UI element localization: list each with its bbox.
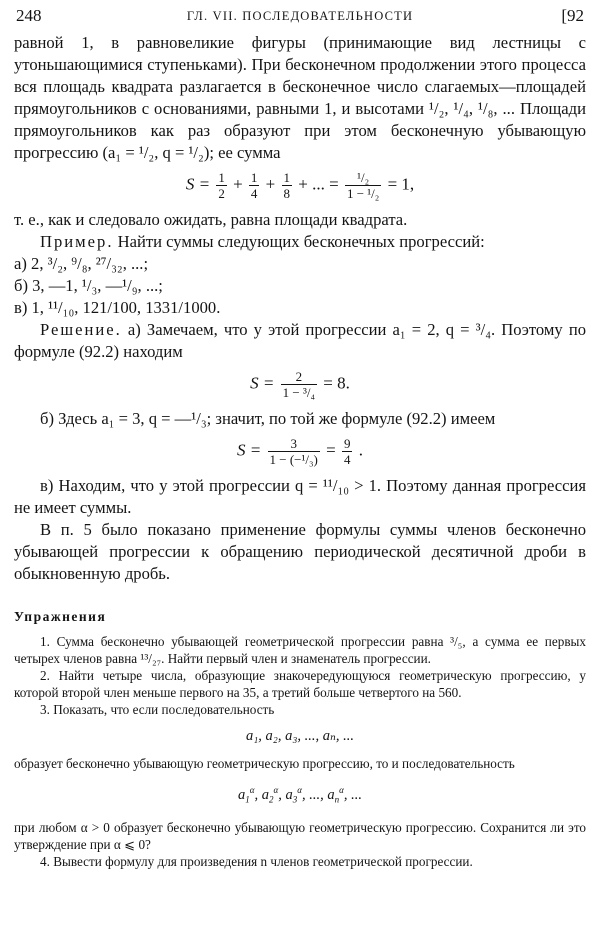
paragraph-1: равной 1, в равновеликие фигуры (принимающие вид лестницы с утоньшающимися ступеньками). При бесконечном продолжении этого процесса вся площадь квадрата разлагается в бесконечное число слагаемых—площадей прямоугольников с основаниями, равными 1, и высотами ¹/₂, ¹/₄, ¹/₈, ... Площади прямоугольников как раз образуют при этом бесконечную убывающую прогрессию (a₁ = ¹/₂, q = ¹/₂); ее сумма: [14, 33, 586, 162]
fraction-eighth: $\frac{1}{8}$: [283, 170, 290, 201]
exercise-3-sequence-powers: $a_1^\alpha$, $a_2^\alpha$, $a_3^\alpha$, ..., $a_n^\alpha$, ...: [238, 785, 362, 805]
solution-a-text: а) Замечаем, что у этой прогрессии a₁ = 2, q = ³/₄. Поэтому по формуле (92.2) находим: [14, 320, 586, 361]
example-text: Найти суммы следующих бесконечных прогрессий:: [117, 232, 485, 251]
solution-label: Решение.: [40, 320, 122, 339]
exercises-heading: Упражнения: [14, 609, 107, 624]
exercise-3-end: при любом α > 0 образует бесконечно убывающую геометрическую прогрессию. Сохранится ли это утверждение при α ⩽ 0?: [14, 819, 586, 852]
example-label: Пример.: [40, 232, 114, 251]
exercises-list: [14, 633, 586, 870]
main-text: [14, 32, 586, 585]
exercise-2: 2. Найти четыре числа, образующие знакочередующуюся геометрическую прогрессию, у которой второй член меньше первого на 35, а третий больше четвертого на 560.: [14, 668, 586, 700]
formula-lhs: S =: [185, 174, 211, 194]
fraction-geometric-sum: ¹/₂ 1 − ¹/₂: [346, 170, 380, 201]
example-item-c: в) 1, ¹¹/₁₀, 121/100, 1331/1000.: [14, 298, 221, 317]
paragraph-2: т. е., как и следовало ожидать, равна площади квадрата.: [14, 210, 408, 229]
exercise-3-intro: 3. Показать, что если последовательность: [40, 702, 275, 717]
page-header: [14, 0, 586, 32]
example-list: [14, 253, 586, 319]
exercise-3-mid: образует бесконечно убывающую геометрическую прогрессию, то и последовательность: [14, 756, 515, 771]
fraction-nine-quarters: $\frac{9}{4}$: [343, 436, 351, 467]
exercise-3-sequence: a₁, a₂, a₃, ..., aₙ, ...: [246, 728, 354, 744]
solution-a: [14, 319, 586, 363]
formula-solution-b: S = $\frac{3}{\text{1 − (−¹/₃)}}$ = $\frac{9}{4}$ .: [237, 436, 363, 467]
formula-rest: = 1,: [387, 174, 415, 194]
example-item-b: б) 3, —1, ¹/₃, —¹/₉, ...;: [14, 276, 163, 295]
solution-b-text: б) Здесь a₁ = 3, q = —¹/₃; значит, по той же формуле (92.2) имеем: [40, 409, 496, 428]
page-number: 248: [16, 6, 42, 25]
exercise-4: 4. Вывести формулу для произведения n членов геометрической прогрессии.: [40, 853, 473, 869]
chapter-title: ГЛ. VII. ПОСЛЕДОВАТЕЛЬНОСТИ: [186, 9, 414, 23]
formula-sum-squares: S = $\frac{1}{2}$ + $\frac{1}{4}$ + $\frac{1}{8}$ + ... = ¹/₂ 1 − ¹/₂ = 1,: [185, 170, 415, 201]
formula-solution-a: S = $\frac{2}{\text{1 − ³/₄}}$ = 8.: [250, 369, 350, 400]
fraction-solution-a: $\frac{2}{\text{1 − ³/₄}}$: [282, 369, 315, 400]
section-number: [92: [561, 6, 584, 25]
fraction-half: $\frac{1}{2}$: [218, 170, 225, 201]
solution-c-text: в) Находим, что у этой прогрессии q = ¹¹/₁₀ > 1. Поэтому данная прогрессия не имеет суммы.: [14, 476, 586, 517]
exercise-1: 1. Сумма бесконечно убывающей геометрической прогрессии равна ³/₅, а сумма ее первых четырех членов равна ¹³/₂₇. Найти первый член и знаменатель прогрессии.: [14, 634, 586, 666]
example-item-a: а) 2, ³/₂, ⁹/₈, ²⁷/₃₂, ...;: [14, 254, 149, 273]
fraction-quarter: $\frac{1}{4}$: [250, 170, 258, 201]
paragraph-3: В п. 5 было показано применение формулы суммы членов бесконечно убывающей прогрессии к обращению периодической десятичной дроби в обыкновенную дробь.: [14, 520, 586, 583]
fraction-solution-b: $\frac{3}{\text{1 − (−¹/₃)}}$: [269, 436, 318, 467]
example-statement: [14, 231, 586, 253]
